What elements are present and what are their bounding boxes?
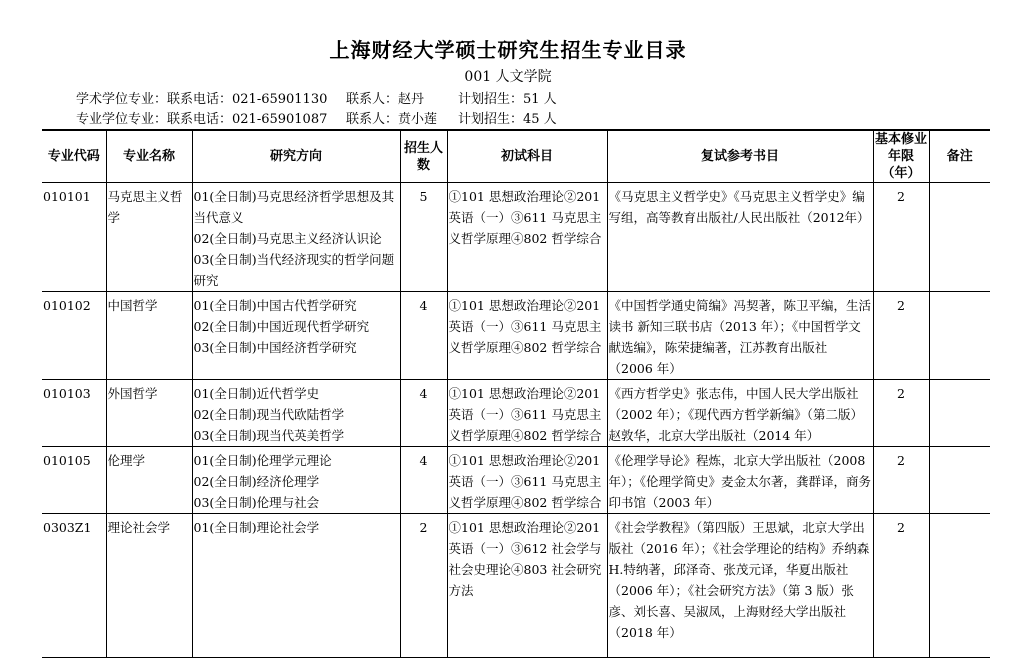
cell-remark (929, 183, 990, 292)
table-row (42, 183, 990, 292)
cell-exam: ①101 思想政治理论②201 英语（一）③612 社会学与社会史理论④803 社会研究方法 (447, 514, 607, 658)
contact-phone: 专业学位专业：联系电话：021-65901087 (76, 112, 328, 127)
direction-item: 03(全日制)伦理与社会 (193, 495, 320, 510)
direction-item: 02(全日制)现当代欧陆哲学 (193, 407, 345, 422)
cell-books: 《西方哲学史》张志伟，中国人民大学出版社（2002 年）；《现代西方哲学新编》（第二版）赵敦华，北京大学出版社（2014 年） (607, 380, 873, 447)
cell-exam: ①101 思想政治理论②201 英语（一）③611 马克思主义哲学原理④802 哲学综合 (447, 447, 607, 514)
direction-item: 02(全日制)马克思主义经济认识论 (193, 231, 382, 246)
cell-books: 《中国哲学通史简编》冯契著，陈卫平编，生活 读书 新知三联书店（2013 年）；《中国哲学文献选编》，陈荣捷编著，江苏教育出版社（2006 年） (607, 292, 873, 380)
cell-code: 0303Z1 (42, 514, 106, 658)
cell-direction (192, 380, 400, 447)
table-header-row (42, 130, 990, 183)
header-exam: 初试科目 (447, 130, 607, 183)
school-name: 001 人文学院 (464, 69, 552, 85)
cell-code: 010105 (42, 447, 106, 514)
cell-years: 2 (873, 183, 929, 292)
cell-remark (929, 292, 990, 380)
header-remark: 备注 (929, 130, 990, 183)
header-name: 专业名称 (106, 130, 192, 183)
cell-years: 2 (873, 380, 929, 447)
cell-name: 中国哲学 (106, 292, 192, 380)
direction-item: 03(全日制)当代经济现实的哲学问题研究 (193, 252, 395, 288)
cell-code: 010103 (42, 380, 106, 447)
cell-direction (192, 292, 400, 380)
header-code: 专业代码 (42, 130, 106, 183)
direction-item: 01(全日制)马克思经济哲学思想及其当代意义 (193, 189, 395, 225)
cell-name: 外国哲学 (106, 380, 192, 447)
page-title: 上海财经大学硕士研究生招生专业目录 (329, 38, 687, 62)
contact-row-professional (76, 108, 578, 127)
contact-phone: 学术学位专业：联系电话：021-65901130 (76, 92, 328, 107)
contact-person: 联系人：贲小莲 (346, 112, 438, 127)
cell-years: 2 (873, 447, 929, 514)
direction-item: 01(全日制)近代哲学史 (193, 386, 320, 401)
cell-remark (929, 380, 990, 447)
cell-quota: 5 (400, 183, 447, 292)
direction-item: 01(全日制)中国古代哲学研究 (193, 298, 357, 313)
cell-code: 010102 (42, 292, 106, 380)
cell-exam: ①101 思想政治理论②201 英语（一）③611 马克思主义哲学原理④802 哲学综合 (447, 380, 607, 447)
contact-row-academic (76, 88, 578, 107)
direction-item: 01(全日制)理论社会学 (193, 520, 320, 535)
cell-quota: 2 (400, 514, 447, 658)
table-row (42, 380, 990, 447)
contact-plan: 计划招生：45 人 (458, 112, 557, 127)
cell-books: 《伦理学导论》程炼，北京大学出版社（2008年）；《伦理学简史》麦金太尔著，龚群译，商务印书馆（2003 年） (607, 447, 873, 514)
header-books: 复试参考书目 (607, 130, 873, 183)
contact-person: 联系人：赵丹 (346, 92, 425, 107)
direction-item: 03(全日制)中国经济哲学研究 (193, 340, 357, 355)
cell-exam: ①101 思想政治理论②201 英语（一）③611 马克思主义哲学原理④802 哲学综合 (447, 183, 607, 292)
cell-name: 伦理学 (106, 447, 192, 514)
cell-name: 马克思主义哲学 (106, 183, 192, 292)
cell-exam: ①101 思想政治理论②201 英语（一）③611 马克思主义哲学原理④802 哲学综合 (447, 292, 607, 380)
cell-quota: 4 (400, 380, 447, 447)
table-row (42, 514, 990, 658)
cell-books: 《马克思主义哲学史》《马克思主义哲学史》编写组，高等教育出版社/人民出版社（2012年） (607, 183, 873, 292)
cell-direction (192, 183, 400, 292)
cell-direction (192, 447, 400, 514)
contact-plan: 计划招生：51 人 (458, 92, 557, 107)
table-row (42, 447, 990, 514)
header-quota: 招生人数 (400, 130, 447, 183)
cell-books: 《社会学教程》（第四版）王思斌，北京大学出版社（2016 年）；《社会学理论的结构》乔纳森 H.特纳著，邱泽奇、张茂元译，华夏出版社（2006 年）；《社会研究方法》（第 3 版）张彦、刘长喜、吴淑凤，上海财经大学出版社（2018 年） (607, 514, 873, 658)
header-direction: 研究方向 (192, 130, 400, 183)
cell-quota: 4 (400, 447, 447, 514)
cell-code: 010101 (42, 183, 106, 292)
table-row (42, 292, 990, 380)
direction-item: 02(全日制)经济伦理学 (193, 474, 320, 489)
cell-name: 理论社会学 (106, 514, 192, 658)
cell-remark (929, 514, 990, 658)
cell-quota: 4 (400, 292, 447, 380)
cell-remark (929, 447, 990, 514)
cell-years: 2 (873, 292, 929, 380)
header-years: 基本修业年限（年） (874, 132, 927, 181)
direction-item: 02(全日制)中国近现代哲学研究 (193, 319, 370, 334)
cell-direction (192, 514, 400, 658)
direction-item: 03(全日制)现当代英美哲学 (193, 428, 345, 443)
cell-years: 2 (873, 514, 929, 658)
direction-item: 01(全日制)伦理学元理论 (193, 453, 332, 468)
program-table (42, 129, 990, 658)
